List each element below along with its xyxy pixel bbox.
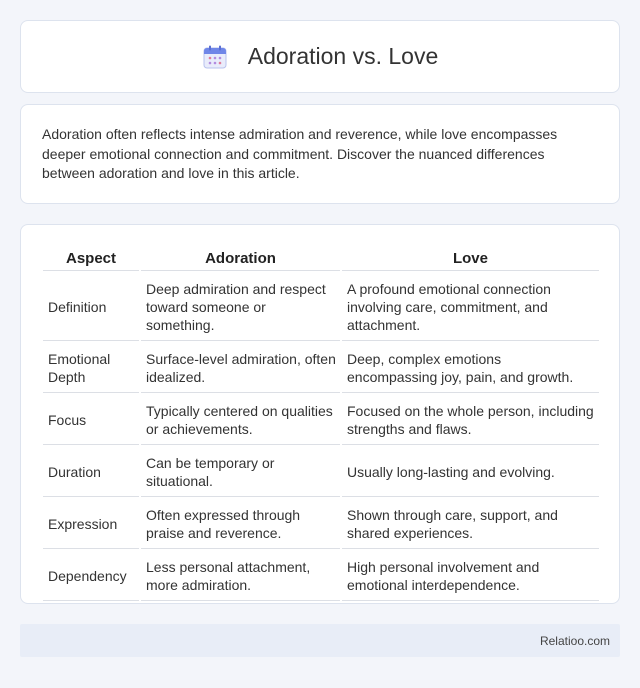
page-title: Adoration vs. Love xyxy=(247,43,439,69)
intro-card xyxy=(20,104,620,204)
adoration-cell: Surface-level admiration, often idealized. xyxy=(141,343,340,393)
title-card xyxy=(20,20,620,93)
column-header-adoration: Adoration xyxy=(141,247,340,271)
love-cell: Shown through care, support, and shared experiences. xyxy=(342,499,599,549)
love-cell: A profound emotional connection involving care, commitment, and attachment. xyxy=(342,273,599,341)
footer-brand: Relatioo.com xyxy=(539,633,610,648)
love-cell: Deep, complex emotions encompassing joy, pain, and growth. xyxy=(342,343,599,393)
table-row xyxy=(43,551,599,601)
table-header-row xyxy=(43,247,599,271)
love-cell: Focused on the whole person, including strengths and flaws. xyxy=(342,395,599,445)
adoration-cell: Can be temporary or situational. xyxy=(141,447,340,497)
aspect-cell: Focus xyxy=(43,395,139,445)
table-row xyxy=(43,447,599,497)
column-header-love: Love xyxy=(342,247,599,271)
aspect-cell: Dependency xyxy=(43,551,139,601)
comparison-card xyxy=(20,224,620,604)
table-row xyxy=(43,273,599,341)
intro-text: Adoration often reflects intense admiration and reverence, while love encompasses deeper emotional connection and commitment. Discover the nuanced differences between adoration and love in this article. xyxy=(42,126,558,181)
aspect-cell: Emotional Depth xyxy=(43,343,139,393)
adoration-cell: Typically centered on qualities or achievements. xyxy=(141,395,340,445)
title-wrap xyxy=(202,43,439,70)
table-row xyxy=(43,343,599,393)
table-row xyxy=(43,499,599,549)
adoration-cell: Often expressed through praise and reverence. xyxy=(141,499,340,549)
adoration-cell: Less personal attachment, more admiration. xyxy=(141,551,340,601)
footer xyxy=(20,624,620,657)
column-header-aspect: Aspect xyxy=(43,247,139,271)
aspect-cell: Duration xyxy=(43,447,139,497)
calendar-icon xyxy=(202,44,228,70)
aspect-cell: Definition xyxy=(43,273,139,341)
adoration-cell: Deep admiration and respect toward someone or something. xyxy=(141,273,340,341)
aspect-cell: Expression xyxy=(43,499,139,549)
comparison-table xyxy=(41,245,601,603)
love-cell: High personal involvement and emotional interdependence. xyxy=(342,551,599,601)
love-cell: Usually long-lasting and evolving. xyxy=(342,447,599,497)
table-row xyxy=(43,395,599,445)
